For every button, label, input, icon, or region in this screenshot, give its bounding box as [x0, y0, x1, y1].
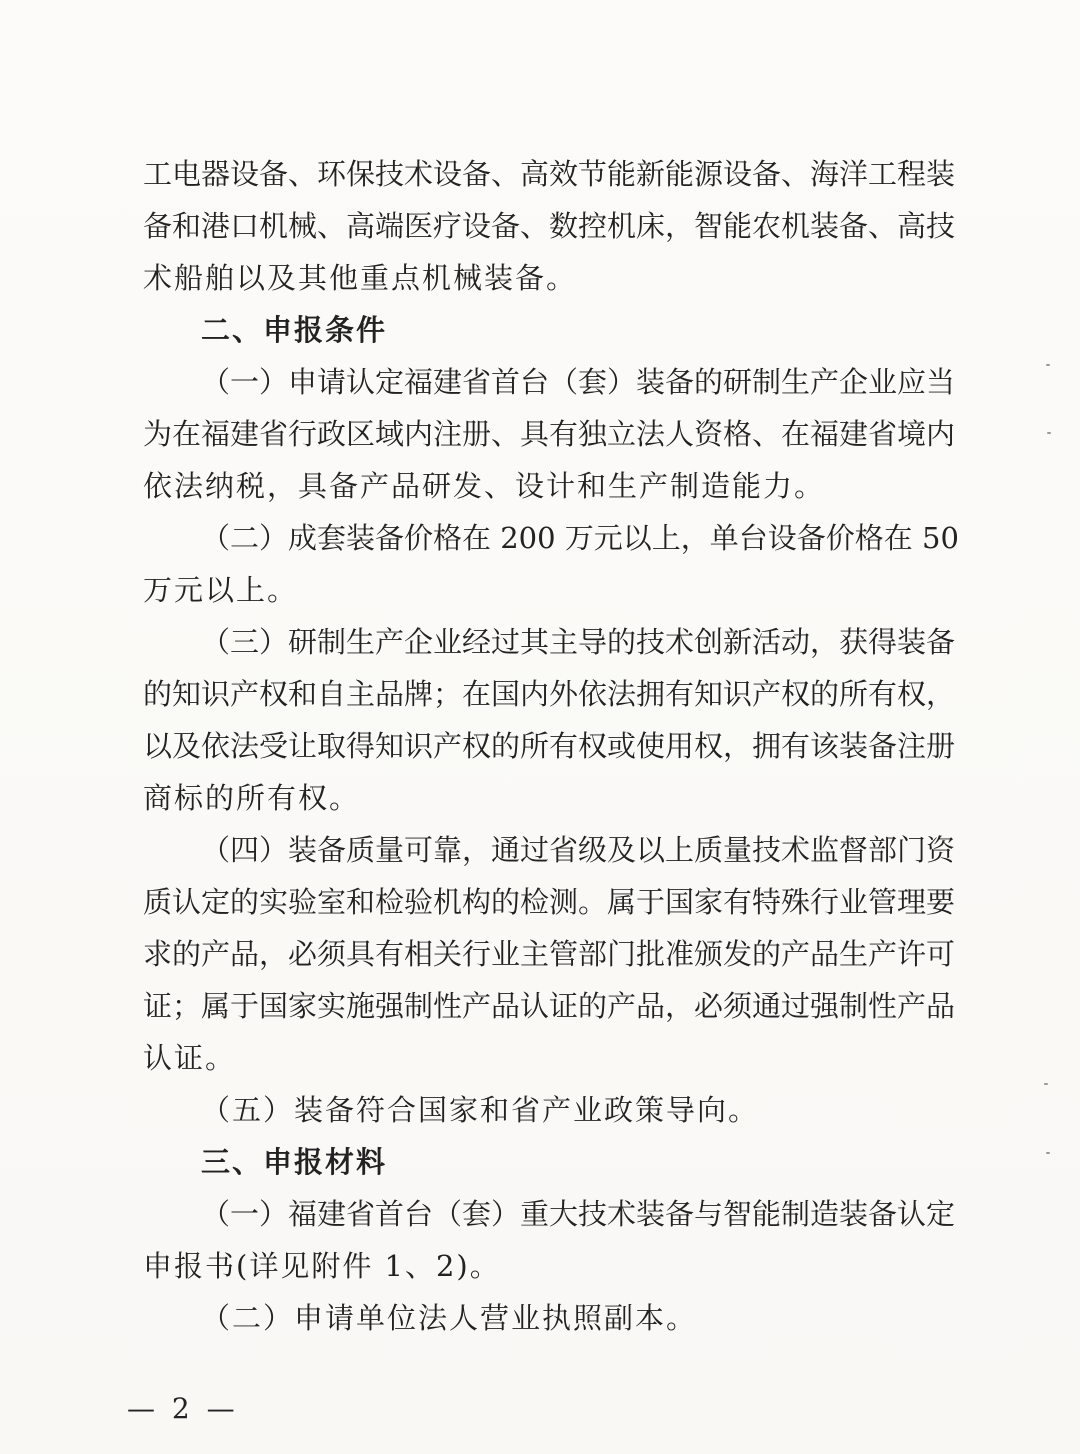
- text-line: 的知识产权和自主品牌；在国内外依法拥有知识产权的所有权，: [143, 677, 956, 711]
- section-heading-materials: 三、申报材料: [201, 1145, 388, 1179]
- text-line: （五）装备符合国家和省产业政策导向。: [201, 1093, 760, 1127]
- text-line: 申报书(详见附件 1、2)。: [143, 1249, 501, 1283]
- text-line: 质认定的实验室和检验机构的检测。属于国家有特殊行业管理要: [143, 885, 956, 919]
- text-line: 认证。: [143, 1041, 237, 1075]
- text-line: （二）申请单位法人营业执照副本。: [201, 1301, 698, 1335]
- section-heading-conditions: 二、申报条件: [201, 313, 388, 347]
- page-number: — 2 —: [127, 1392, 239, 1425]
- text-line: （二）成套装备价格在 200 万元以上，单台设备价格在 50: [201, 521, 959, 555]
- text-line: 为在福建省行政区域内注册、具有独立法人资格、在福建省境内: [143, 417, 956, 451]
- text-line: （三）研制生产企业经过其主导的技术创新活动，获得装备: [201, 625, 956, 659]
- body-text: [143, 148, 959, 1344]
- scan-speck: [1044, 1083, 1048, 1085]
- text-line: （一）申请认定福建省首台（套）装备的研制生产企业应当: [201, 365, 956, 399]
- text-line: （四）装备质量可靠，通过省级及以上质量技术监督部门资: [201, 833, 956, 867]
- text-line: 依法纳税，具备产品研发、设计和生产制造能力。: [143, 469, 826, 503]
- text-line: 商标的所有权。: [143, 781, 361, 815]
- text-line: 术船舶以及其他重点机械装备。: [143, 261, 578, 295]
- text-line: 以及依法受让取得知识产权的所有权或使用权，拥有该装备注册: [143, 729, 956, 763]
- scan-speck: [1046, 1152, 1050, 1154]
- text-line: 万元以上。: [143, 573, 299, 607]
- text-line: 证；属于国家实施强制性产品认证的产品，必须通过强制性产品: [143, 989, 956, 1023]
- text-line: 求的产品，必须具有相关行业主管部门批准颁发的产品生产许可: [143, 937, 956, 971]
- text-line: 工电器设备、环保技术设备、高效节能新能源设备、海洋工程装: [143, 157, 956, 191]
- text-line: 备和港口机械、高端医疗设备、数控机床，智能农机装备、高技: [143, 209, 956, 243]
- scan-speck: [1046, 364, 1050, 366]
- text-line: （一）福建省首台（套）重大技术装备与智能制造装备认定: [201, 1197, 956, 1231]
- scan-speck: [1047, 432, 1051, 434]
